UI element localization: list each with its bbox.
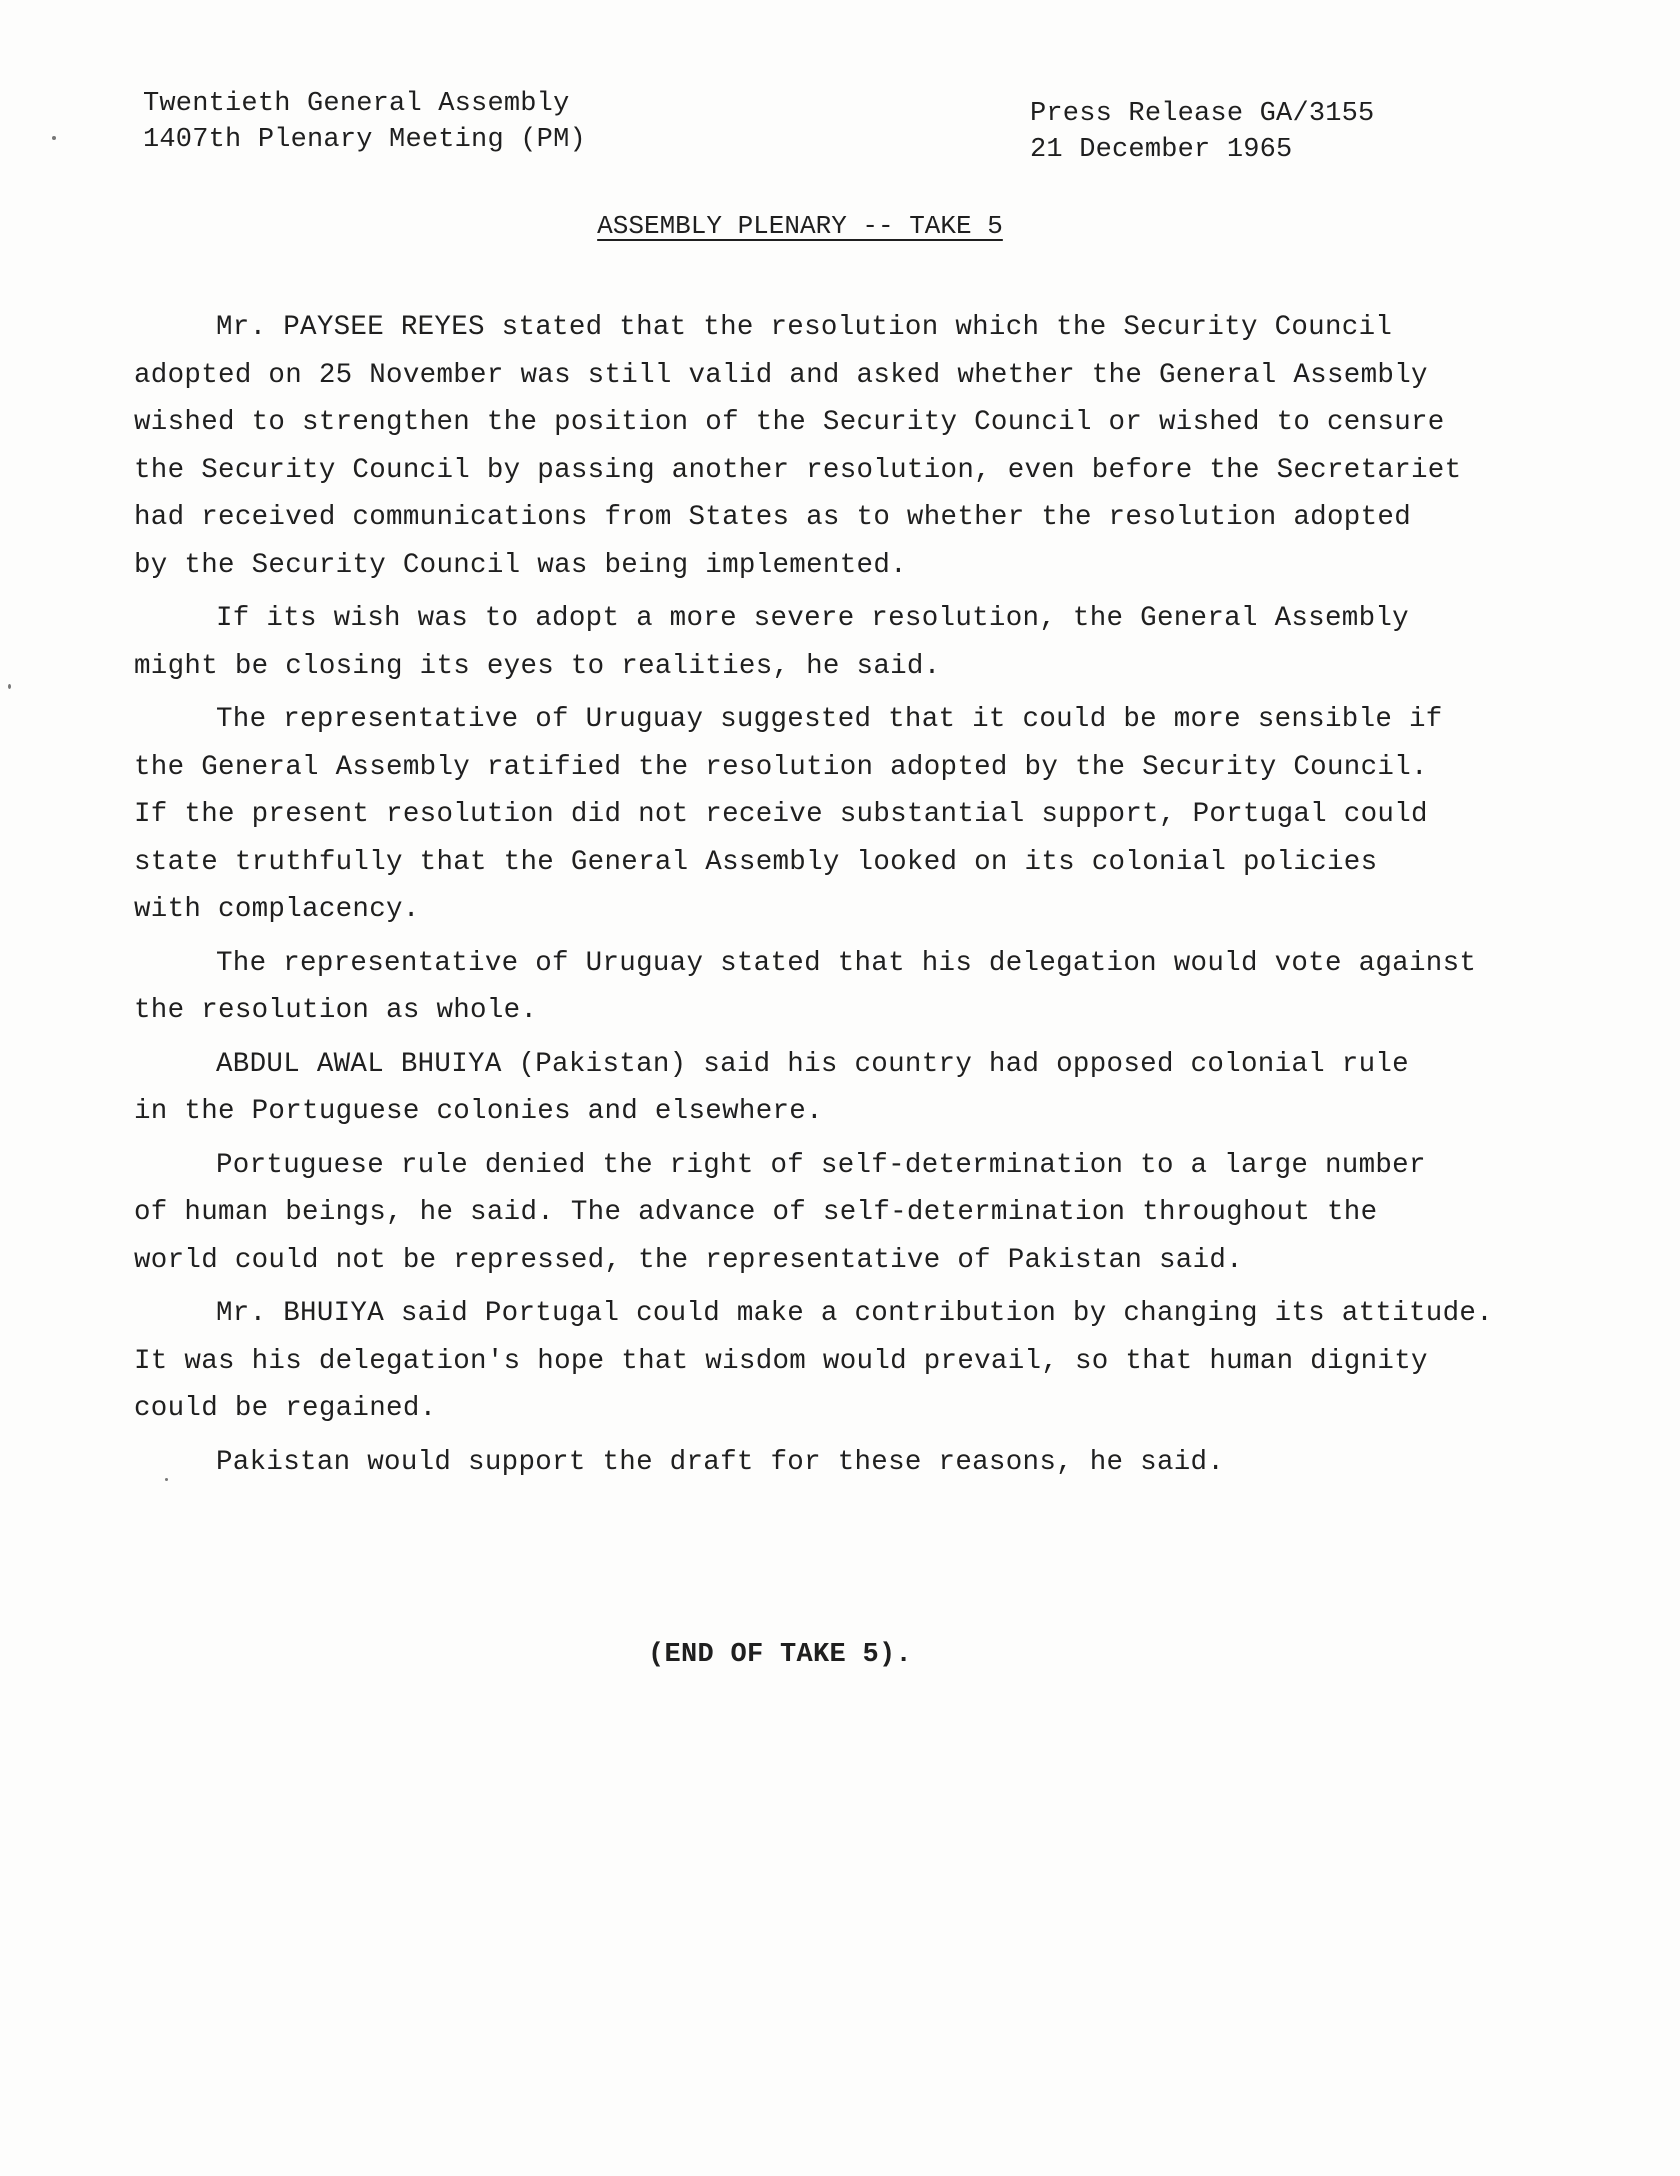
document-title-text: ASSEMBLY PLENARY -- TAKE 5 <box>597 211 1003 241</box>
paragraph <box>134 1290 1514 1433</box>
paragraph-line: If the present resolution did not receive substantial support, Portugal could <box>134 799 1428 830</box>
paragraph-line: world could not be repressed, the representative of Pakistan said. <box>134 1244 1243 1276</box>
paragraph <box>134 696 1514 934</box>
paragraph-line: Pakistan would support the draft for these reasons, he said. <box>216 1446 1225 1478</box>
paragraph-line: could be regained. <box>134 1393 437 1424</box>
paragraph <box>134 304 1514 589</box>
press-release-date: 21 December 1965 <box>1030 135 1293 165</box>
document-body <box>134 304 1514 1492</box>
paragraph-line: of human beings, he said. The advance of self-determination throughout the <box>134 1197 1378 1228</box>
paragraph-line: with complacency. <box>134 894 420 925</box>
press-release-number: Press Release GA/3155 <box>1030 99 1375 129</box>
paragraph-line: wished to strengthen the position of the Security Council or wished to censure <box>134 407 1445 438</box>
header-left-line: 1407th Plenary Meeting (PM) <box>143 125 586 155</box>
paragraph <box>134 1142 1514 1285</box>
paragraph <box>134 595 1514 690</box>
paragraph-line: had received communications from States as to whether the resolution adopted <box>134 502 1412 533</box>
end-of-take-text: (END OF TAKE 5). <box>647 1640 913 1670</box>
paragraph-line: in the Portuguese colonies and elsewhere. <box>134 1096 823 1127</box>
header-press-release <box>1030 96 1374 168</box>
document-title <box>0 208 1680 244</box>
header-meeting-info <box>143 86 586 158</box>
paragraph-line: state truthfully that the General Assembly looked on its colonial policies <box>134 846 1378 878</box>
paragraph-line: adopted on 25 November was still valid and asked whether the General Assembly <box>134 359 1428 391</box>
scan-speck <box>52 136 56 140</box>
paragraph-line: Portuguese rule denied the right of self-determination to a large number <box>216 1149 1426 1181</box>
paragraph <box>134 940 1514 1035</box>
paragraph-line: It was his delegation's hope that wisdom would prevail, so that human dignity <box>134 1345 1428 1377</box>
paragraph-line: The representative of Uruguay stated that his delegation would vote against <box>216 947 1477 979</box>
paragraph-line: Mr. PAYSEE REYES stated that the resolution which the Security Council <box>216 312 1393 343</box>
paragraph-line: Mr. BHUIYA said Portugal could make a contribution by changing its attitude. <box>216 1298 1494 1329</box>
paragraph-line: by the Security Council was being implemented. <box>134 549 907 581</box>
scan-speck <box>8 684 11 689</box>
paragraph-line: If its wish was to adopt a more severe resolution, the General Assembly <box>216 603 1409 634</box>
paragraph-line: The representative of Uruguay suggested that it could be more sensible if <box>216 704 1443 735</box>
end-of-take-marker <box>0 1640 1680 1670</box>
header-left-line: Twentieth General Assembly <box>143 89 570 119</box>
scan-speck <box>165 1478 168 1481</box>
paragraph-line: might be closing its eyes to realities, he said. <box>134 650 941 682</box>
paragraph-line: the Security Council by passing another resolution, even before the Secretariet <box>134 454 1462 486</box>
paragraph <box>134 1041 1514 1136</box>
paragraph-line: the General Assembly ratified the resolution adopted by the Security Council. <box>134 751 1428 783</box>
paragraph-line: ABDUL AWAL BHUIYA (Pakistan) said his country had opposed colonial rule <box>216 1048 1409 1080</box>
paragraph <box>134 1439 1514 1487</box>
paragraph-line: the resolution as whole. <box>134 995 538 1026</box>
